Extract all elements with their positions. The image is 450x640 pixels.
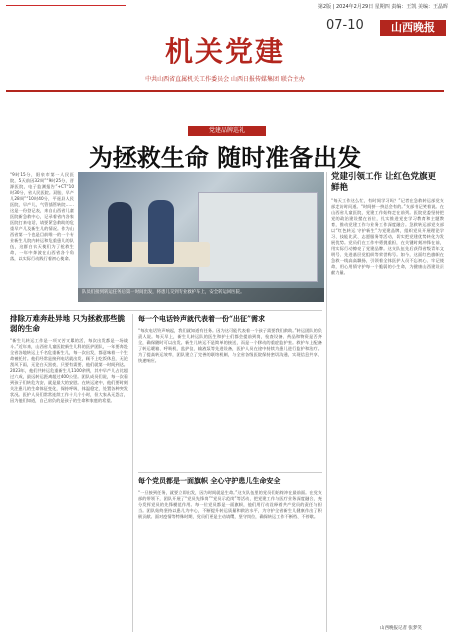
editor-line: 责编：王凯 美编：王晶晖 <box>391 4 448 10</box>
sidebar-subhead: 党建引领工作 让红色党旗更鲜艳 <box>331 172 436 193</box>
divider <box>138 472 322 473</box>
left-story-text: “新生儿转运工作是一项又苦又累的活，每次出发都是一场战斗。”近年来，山西省儿童医院新生儿科的医护团队，一年要奔赴全省各地转运上千名危重新生儿，每一次出发，都意味着一个生命被托付。他们经常是接到电话就出发，顾不上吃饭休息，无论刮风下雨，无论白天黑夜，只要有需要，他们就第一时间到达。2023年，他们共转运危重新生儿1100余例，其中早产儿占比超过六成，最远转运距离超过400公里。团队成员们说，每一次看到孩子们转危为安，就是最大的安慰。在转运途中，他们要时刻关注患儿的生命体征变化，保持呼吸、体温稳定，处置各种突发状况。医护人员们常常连续工作十几个小时，但大家从无怨言，因为他们知道，自己肩负的是孩子的生命和家庭的希望。 <box>10 338 128 403</box>
section-tag: 党建品牌巡礼 <box>188 126 266 136</box>
masthead-title: 机关党建 <box>164 35 285 68</box>
mid-story-subhead: 每一个电话铃声就代表着一份“出征”需求 <box>138 314 266 323</box>
masthead-rule <box>6 90 444 92</box>
news-photo <box>78 172 324 302</box>
date-line: 第2版 | 2024年2月29日 星期四 责编：王凯 美编：王晶晖 <box>317 4 448 10</box>
medic-figure <box>108 202 132 262</box>
intro-column: “9时15分，阳泉市第一人民医院，5天前因32周”“9时25分，晋源医院，电子监测报告”+CT“10时30分，省人民医院。双胎，早产儿28周”“10时40分，平遥县人民医院，早产儿，气管插管转院……这是一份登记表，来自山西省儿童医院新急救中心，记录着省内各家医院打来电话，请要紧急救助的危重早产儿及新生儿的情况。作为山西省第一个也是目前唯一的一个专业新生儿院内转运和危重患儿的队伍，这群白衣天使们为了抢救生命，一年中奔波在山西省各个角落，以实际行动践行着初心使命。 <box>10 172 74 261</box>
byline: 山西晚报记者 张梦笑 <box>380 626 422 631</box>
mid-story2-subhead: 每个党员都是一面旗帜 全心守护患儿生命安全 <box>138 476 281 485</box>
masthead-hosts: 中共山西省直属机关工作委员会 山西日报传媒集团 联合主办 <box>145 76 305 83</box>
page-range: 07-10 <box>326 18 364 33</box>
left-story-subhead: 排除万难奔赴异地 只为拯救那些脆弱的生命 <box>10 314 126 333</box>
sidebar-text: “每天工作这么忙，有时间学习吗？”记者在急救转运部党支部走访时问道。“时间挤一挤总会有的。”支部书记笑着说。在山西省儿童医院，党建工作始终走在前列。医院党委坚持把党的政治建设摆在首位，扎实推进党史学习教育和主题教育，推动党建工作与业务工作深度融合。急救转运部党支部以“红色转运 守护新生”为党建品牌，组织党员开展理论学习、技能比武、志愿服务等活动，切实把党建优势转化为发展优势。党员们在工作中勇挑重担，在关键时刻冲锋在前，用实际行动擦亮了党建品牌。这支队伍先后获得省级青年文明号、先进基层党组织等荣誉称号。如今，这面红色旗帜在急救一线高高飘扬，引领着全体医护人员不忘初心、牢记使命，用心用情守护每一个脆弱的小生命，为健康山西建设贡献力量。 <box>331 198 444 275</box>
headline: 为拯救生命 随时准备出发 <box>88 143 362 172</box>
divider <box>10 310 322 311</box>
mid-story-text: “每次电话铃声响起，我们就知道有任务。因为这可能代表着一个孩子需要我们救助。”转运团队的负责人说。每天早上，新生儿转运队的医生和护士们都会提前到岗，检查设备、药品和物资是否齐全，确保随时可以出发。新生儿转运不是简单的接送，而是一个移动的重症监护室。救护车上配备了转运暖箱、呼吸机、监护仪、输液泵等先进设备，医护人员在途中持续为患儿进行监护和治疗。为了提高转运效率，团队建立了完善的联络机制，与全省各级医院保持密切沟通，实现信息共享、快速响应。 <box>138 328 322 363</box>
page-label: 第2版 <box>317 4 332 10</box>
issue-date: 2024年2月29日 星期四 <box>335 4 390 10</box>
photo-caption: 队员们接到转运任务后第一时间出发，将患儿交到专业救护车上，安全转运回医院。 <box>78 288 324 302</box>
brand-logo: 山西晚报 <box>380 20 446 36</box>
sidebar-story <box>326 172 444 632</box>
mid-story2-text: “一旦接到任务，就要立即出发，因为时间就是生命。”这支队伍里的党员们始终冲在最前面。在党支部的带领下，团队开展了“党员先锋岗”“党员示范岗”等活动，把党建工作与医疗业务深度融合，充分发挥党员的先锋模范作用。每一位党员都是一面旗帜，他们用行动诠释着共产党员的责任与担当。团队始终坚持以患儿为中心，不断提升转运质量和救治水平，为守护全省新生儿健康作出了积极贡献。面对疫情等特殊时期，党员们更是主动请缨，坚守岗位，确保转运工作不断档、不停歇。 <box>138 490 322 519</box>
ambulance-shape <box>198 192 318 282</box>
column-divider <box>132 314 133 632</box>
top-rule <box>6 5 126 6</box>
medic-figure <box>148 200 174 264</box>
masthead <box>0 30 450 90</box>
top-bar <box>0 0 450 14</box>
